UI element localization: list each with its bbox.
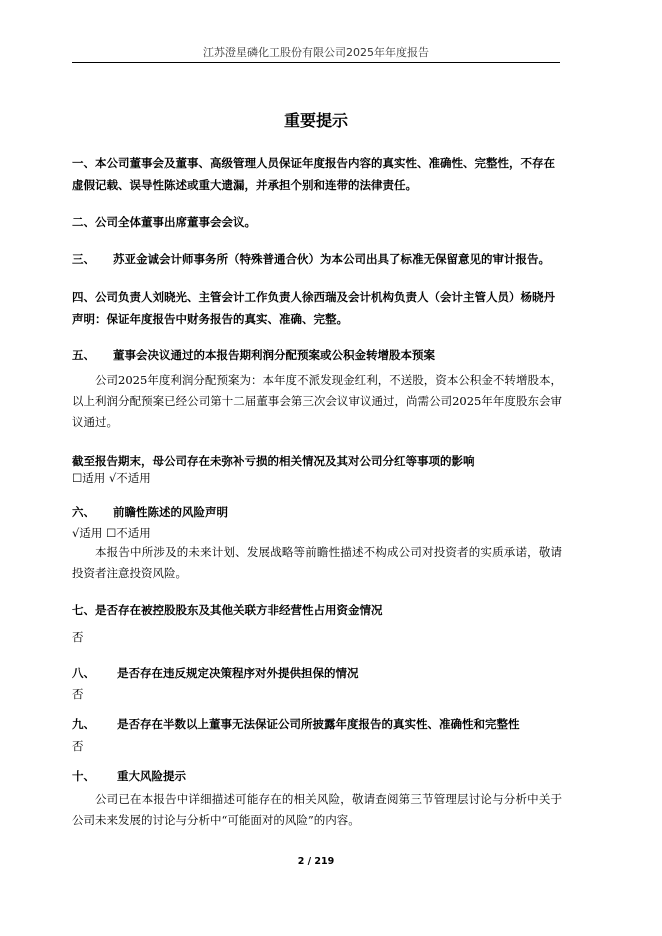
- section-9-answer: 否: [72, 739, 84, 753]
- loss-option: ☐适用 √不适用: [72, 471, 151, 485]
- section-9-number: 九、: [72, 717, 95, 731]
- section-6-option: √适用 ☐不适用: [72, 526, 151, 540]
- section-8-heading: [72, 662, 562, 684]
- section-10-body: 公司已在本报告中详细描述可能存在的相关风险，敬请查阅第三节管理层讨论与分析中关于公司未来发展的讨论与分析中“可能面对的风险”的内容。: [72, 792, 562, 827]
- section-7-heading: 七、是否存在被控股股东及其他关联方非经营性占用资金情况: [72, 603, 383, 617]
- section-6-number: 六、: [72, 505, 95, 519]
- section-10-number: 十、: [72, 769, 95, 783]
- section-10-text: 重大风险提示: [117, 769, 186, 783]
- section-8-answer: 否: [72, 687, 84, 701]
- loss-heading: 截至报告期末，母公司存在未弥补亏损的相关情况及其对公司分红等事项的影响: [72, 454, 475, 468]
- header-rule: [72, 62, 560, 63]
- page-header: 江苏澄星磷化工股份有限公司2025年年度报告: [203, 46, 429, 59]
- section-6-heading: [72, 501, 562, 523]
- page-title: 重要提示: [283, 111, 348, 130]
- section-7-answer: 否: [72, 630, 84, 644]
- section-6-body: 本报告中所涉及的未来计划、发展战略等前瞻性描述不构成公司对投资者的实质承诺，敬请投资者注意投资风险。: [72, 545, 562, 580]
- section-9-text: 是否存在半数以上董事无法保证公司所披露年度报告的真实性、准确性和完整性: [117, 717, 520, 731]
- section-3-number: 三、: [72, 252, 95, 266]
- section-2-heading: 二、公司全体董事出席董事会会议。: [72, 215, 256, 229]
- section-5-text: 董事会决议通过的本报告期利润分配预案或公积金转增股本预案: [113, 348, 435, 362]
- section-3-text: 苏亚金诚会计师事务所（特殊普通合伙）为本公司出具了标准无保留意见的审计报告。: [113, 252, 550, 266]
- section-8-text: 是否存在违反规定决策程序对外提供担保的情况: [117, 666, 359, 680]
- page-number: 2 / 219: [297, 856, 335, 867]
- section-6-text: 前瞻性陈述的风险声明: [113, 505, 228, 519]
- section-4-heading: 四、公司负责人刘晓光、主管会计工作负责人徐西瑞及会计机构负责人（会计主管人员）杨晓丹声明：保证年度报告中财务报告的真实、准确、完整。: [72, 290, 555, 326]
- section-5-heading: [72, 344, 562, 366]
- section-8-number: 八、: [72, 666, 95, 680]
- section-5-body: 公司2025年度利润分配预案为：本年度不派发现金红利，不送股，资本公积金不转增股本，以上利润分配预案已经公司第十二届董事会第三次会议审议通过，尚需公司2025年年度股东会审议通过。: [72, 373, 562, 429]
- section-9-heading: [72, 713, 562, 735]
- section-1-heading: 一、本公司董事会及董事、高级管理人员保证年度报告内容的真实性、准确性、完整性，不存在虚假记载、误导性陈述或重大遗漏，并承担个别和连带的法律责任。: [72, 156, 555, 192]
- section-3-heading: [72, 248, 562, 270]
- section-10-heading: [72, 765, 562, 787]
- section-5-number: 五、: [72, 348, 95, 362]
